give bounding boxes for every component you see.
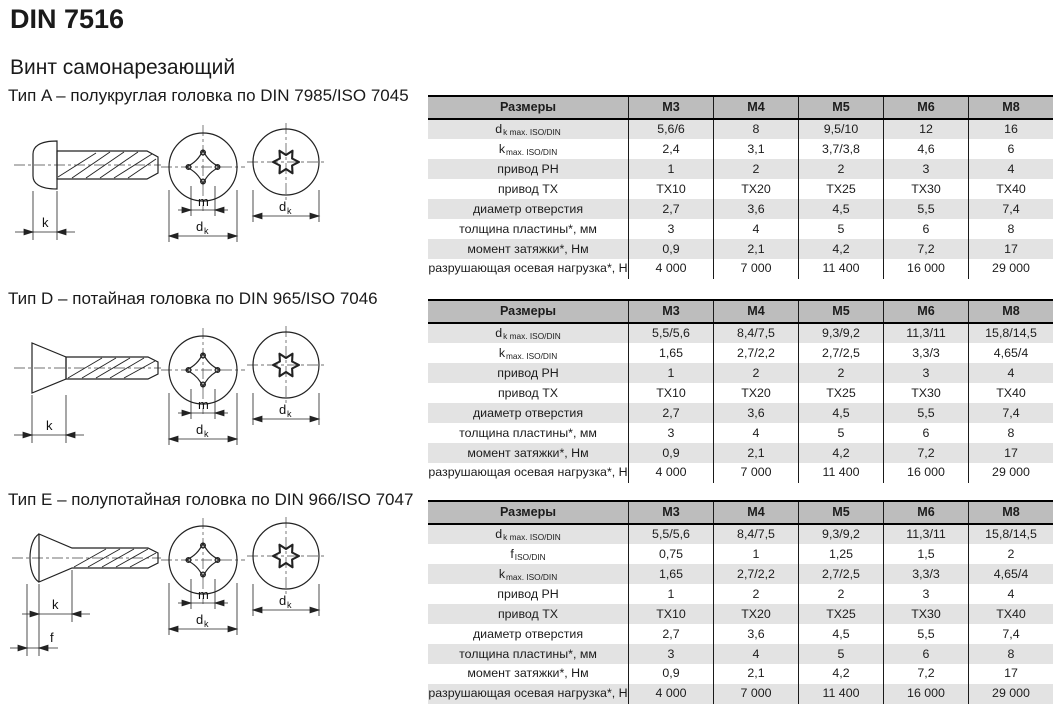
row-label-main: k	[498, 567, 506, 582]
dim-label-k: k	[52, 597, 59, 612]
row-label	[428, 443, 628, 463]
row-label-subscript: k max. ISO/DIN	[503, 331, 561, 342]
value-cell: 4	[713, 644, 798, 664]
value-cell: 1	[713, 544, 798, 564]
value-cell: 4	[713, 423, 798, 443]
value-cell: 4 000	[628, 259, 713, 279]
column-header: M4	[713, 502, 798, 523]
dim-label-k: k	[42, 215, 49, 230]
value-cell: TX40	[968, 383, 1053, 403]
column-header: M5	[798, 97, 883, 118]
value-cell: TX25	[798, 604, 883, 624]
value-cell: 8	[968, 423, 1053, 443]
row-label	[428, 120, 628, 140]
value-cell: 7,4	[968, 624, 1053, 644]
value-cell: 11 400	[798, 259, 883, 279]
dim-label-dk-sub: k	[204, 619, 209, 629]
value-cell: 1	[628, 363, 713, 383]
value-cell: 2,1	[713, 239, 798, 259]
value-cell: 0,9	[628, 664, 713, 684]
value-cell: 11,3/11	[883, 324, 968, 344]
section-heading-type-e: Тип E – полупотайная головка по DIN 966/ISO 7047	[8, 490, 414, 509]
value-cell: 4	[713, 219, 798, 239]
value-cell: 5,5	[883, 199, 968, 219]
dim-label-dk-sub: k	[287, 206, 292, 216]
column-header: M3	[628, 502, 713, 523]
table-row	[428, 363, 1053, 383]
row-label	[428, 604, 628, 624]
table-row	[428, 343, 1053, 363]
row-label-main: d	[495, 527, 503, 542]
corner-header: Размеры	[499, 303, 557, 318]
value-cell: 5,5/5,6	[628, 525, 713, 545]
value-cell: 15,8/14,5	[968, 324, 1053, 344]
value-cell: TX20	[713, 383, 798, 403]
value-cell: 4,5	[798, 403, 883, 423]
value-cell: 1,65	[628, 564, 713, 584]
value-cell: TX25	[798, 179, 883, 199]
value-cell: 2,7	[628, 199, 713, 219]
row-label-main: k	[498, 142, 506, 157]
value-cell: 3	[883, 363, 968, 383]
dim-label-dk-sub: k	[287, 600, 292, 610]
table-row	[428, 525, 1053, 545]
corner-header: Размеры	[499, 99, 557, 114]
dim-label-dk-sub: k	[204, 429, 209, 439]
value-cell: 4	[968, 159, 1053, 179]
column-header: M3	[628, 97, 713, 118]
column-header: M6	[883, 97, 968, 118]
value-cell: 29 000	[968, 259, 1053, 279]
dim-label-dk-main: d	[279, 199, 287, 214]
section-heading-type-a: Тип A – полукруглая головка по DIN 7985/ISO 7045	[8, 86, 409, 105]
value-cell: 5	[798, 423, 883, 443]
row-label	[428, 159, 628, 179]
column-header: M8	[968, 97, 1053, 118]
table-row	[428, 403, 1053, 423]
column-header: M5	[798, 502, 883, 523]
value-cell: 3,3/3	[883, 343, 968, 363]
value-cell: 2,7/2,5	[798, 343, 883, 363]
table-row	[428, 219, 1053, 239]
row-label	[428, 525, 628, 545]
row-label	[428, 199, 628, 219]
value-cell: 2,7/2,2	[713, 343, 798, 363]
dim-label-dk-main: d	[279, 593, 287, 608]
row-label	[428, 343, 628, 363]
table-row	[428, 664, 1053, 684]
value-cell: 2,7	[628, 624, 713, 644]
row-label-main: d	[495, 326, 503, 341]
table-row	[428, 139, 1053, 159]
value-cell: 11 400	[798, 463, 883, 483]
value-cell: 16 000	[883, 684, 968, 704]
row-label-subscript: max. ISO/DIN	[506, 351, 558, 362]
row-label	[428, 544, 628, 564]
row-label-main: момент затяжки*, Нм	[467, 445, 589, 460]
value-cell: TX10	[628, 179, 713, 199]
value-cell: 17	[968, 443, 1053, 463]
row-label	[428, 644, 628, 664]
value-cell: 2	[713, 584, 798, 604]
value-cell: 8	[968, 219, 1053, 239]
value-cell: 8,4/7,5	[713, 324, 798, 344]
value-cell: 4,5	[798, 624, 883, 644]
value-cell: 16 000	[883, 259, 968, 279]
row-label	[428, 219, 628, 239]
table-row	[428, 463, 1053, 483]
row-label-subscript: k max. ISO/DIN	[503, 532, 561, 543]
row-label	[428, 139, 628, 159]
value-cell: TX40	[968, 604, 1053, 624]
value-cell: TX40	[968, 179, 1053, 199]
spec-table-type-a	[428, 95, 1053, 279]
dimension-f	[10, 584, 58, 656]
row-label	[428, 259, 628, 279]
row-label-main: толщина пластины*, мм	[459, 646, 597, 661]
value-cell: 9,3/9,2	[798, 525, 883, 545]
table-row	[428, 684, 1053, 704]
value-cell: 9,5/10	[798, 120, 883, 140]
row-label	[428, 403, 628, 423]
column-header: M8	[968, 301, 1053, 322]
value-cell: 4,2	[798, 443, 883, 463]
dim-label-m: m	[198, 587, 209, 602]
screw-drawing-countersunk-head	[8, 313, 343, 468]
value-cell: 7,2	[883, 664, 968, 684]
table-row	[428, 383, 1053, 403]
value-cell: TX20	[713, 179, 798, 199]
value-cell: 7 000	[713, 259, 798, 279]
value-cell: 5	[798, 219, 883, 239]
value-cell: 3	[883, 584, 968, 604]
value-cell: 16	[968, 120, 1053, 140]
value-cell: 2	[798, 363, 883, 383]
row-label	[428, 383, 628, 403]
value-cell: 3	[628, 219, 713, 239]
row-label-subscript: max. ISO/DIN	[506, 147, 558, 158]
table-header-row	[428, 500, 1053, 525]
value-cell: 6	[968, 139, 1053, 159]
corner-header: Размеры	[499, 504, 557, 519]
row-label-main: диаметр отверстия	[472, 201, 584, 216]
value-cell: TX10	[628, 604, 713, 624]
row-label	[428, 584, 628, 604]
value-cell: 17	[968, 664, 1053, 684]
value-cell: TX30	[883, 179, 968, 199]
dim-label-m: m	[198, 397, 209, 412]
value-cell: 3	[628, 644, 713, 664]
value-cell: 2,7	[628, 403, 713, 423]
value-cell: 9,3/9,2	[798, 324, 883, 344]
table-row	[428, 644, 1053, 664]
row-label-main: разрушающая осевая нагрузка*, Н	[428, 261, 628, 276]
row-label-main: f	[510, 547, 514, 562]
value-cell: 4 000	[628, 684, 713, 704]
value-cell: 7,4	[968, 199, 1053, 219]
table-row	[428, 624, 1053, 644]
value-cell: 7 000	[713, 684, 798, 704]
row-label-main: момент затяжки*, Нм	[467, 666, 589, 681]
table-row	[428, 544, 1053, 564]
column-header: M6	[883, 502, 968, 523]
value-cell: 4,5	[798, 199, 883, 219]
row-label-main: момент затяжки*, Нм	[467, 241, 589, 256]
value-cell: 5	[798, 644, 883, 664]
row-label-subscript: max. ISO/DIN	[506, 572, 558, 583]
value-cell: 12	[883, 120, 968, 140]
value-cell: 2	[798, 584, 883, 604]
value-cell: 5,5/5,6	[628, 324, 713, 344]
dim-label-dk-main: d	[196, 422, 204, 437]
row-label	[428, 363, 628, 383]
column-header: M4	[713, 301, 798, 322]
spec-table-type-d	[428, 299, 1053, 483]
row-label-main: толщина пластины*, мм	[459, 425, 597, 440]
table-row	[428, 239, 1053, 259]
row-label-main: диаметр отверстия	[472, 626, 584, 641]
dim-label-dk-sub: k	[287, 409, 292, 419]
value-cell: 5,5	[883, 624, 968, 644]
value-cell: TX25	[798, 383, 883, 403]
row-label-subscript: ISO/DIN	[514, 552, 546, 563]
value-cell: 2,7/2,2	[713, 564, 798, 584]
column-header: M8	[968, 502, 1053, 523]
value-cell: TX30	[883, 604, 968, 624]
value-cell: 3,6	[713, 403, 798, 423]
value-cell: 11,3/11	[883, 525, 968, 545]
value-cell: 3	[628, 423, 713, 443]
value-cell: 7,2	[883, 239, 968, 259]
row-label-main: разрушающая осевая нагрузка*, Н	[428, 686, 628, 701]
table-row	[428, 120, 1053, 140]
table-row	[428, 584, 1053, 604]
value-cell: TX30	[883, 383, 968, 403]
table-row	[428, 259, 1053, 279]
value-cell: 4,6	[883, 139, 968, 159]
value-cell: 5,5	[883, 403, 968, 423]
table-header-row	[428, 299, 1053, 324]
row-label	[428, 684, 628, 704]
row-label-main: разрушающая осевая нагрузка*, Н	[428, 465, 628, 480]
value-cell: 0,9	[628, 443, 713, 463]
value-cell: 6	[883, 423, 968, 443]
value-cell: 2,7/2,5	[798, 564, 883, 584]
value-cell: 3,7/3,8	[798, 139, 883, 159]
table-row	[428, 443, 1053, 463]
table-row	[428, 179, 1053, 199]
value-cell: 3	[883, 159, 968, 179]
value-cell: 11 400	[798, 684, 883, 704]
value-cell: 3,6	[713, 199, 798, 219]
row-label-main: привод PH	[497, 162, 559, 177]
value-cell: 1,65	[628, 343, 713, 363]
column-header: M6	[883, 301, 968, 322]
value-cell: 1	[628, 584, 713, 604]
screw-drawing-pan-head	[8, 110, 343, 265]
row-label	[428, 624, 628, 644]
column-header: M5	[798, 301, 883, 322]
value-cell: TX10	[628, 383, 713, 403]
value-cell: 4	[968, 363, 1053, 383]
value-cell: 7,4	[968, 403, 1053, 423]
dim-label-dk-main: d	[279, 402, 287, 417]
row-label	[428, 664, 628, 684]
table-row	[428, 564, 1053, 584]
spec-table-type-e	[428, 500, 1053, 704]
screw-drawing-raised-countersunk-head	[8, 508, 343, 680]
table-header-row	[428, 95, 1053, 120]
dim-label-dk-main: d	[196, 612, 204, 627]
dim-label-dk-main: d	[196, 219, 204, 234]
value-cell: 3,1	[713, 139, 798, 159]
row-label	[428, 564, 628, 584]
row-label	[428, 179, 628, 199]
value-cell: 29 000	[968, 684, 1053, 704]
value-cell: 4	[968, 584, 1053, 604]
page-subtitle: Винт самонарезающий	[10, 56, 236, 79]
page-title: DIN 7516	[10, 4, 125, 34]
row-label-main: d	[495, 122, 503, 137]
row-label-main: привод TX	[497, 181, 559, 196]
value-cell: 4,2	[798, 664, 883, 684]
row-label	[428, 463, 628, 483]
row-label	[428, 423, 628, 443]
dim-label-m: m	[198, 194, 209, 209]
row-label	[428, 324, 628, 344]
value-cell: 5,6/6	[628, 120, 713, 140]
value-cell: 3,6	[713, 624, 798, 644]
dimension-k	[22, 570, 90, 656]
value-cell: 0,75	[628, 544, 713, 564]
value-cell: 4 000	[628, 463, 713, 483]
value-cell: 29 000	[968, 463, 1053, 483]
value-cell: 15,8/14,5	[968, 525, 1053, 545]
value-cell: 2,4	[628, 139, 713, 159]
value-cell: 0,9	[628, 239, 713, 259]
table-row	[428, 604, 1053, 624]
value-cell: 6	[883, 219, 968, 239]
row-label-main: привод PH	[497, 366, 559, 381]
dim-label-k: k	[46, 418, 53, 433]
value-cell: 1,25	[798, 544, 883, 564]
value-cell: 2	[798, 159, 883, 179]
column-header: M3	[628, 301, 713, 322]
value-cell: 8,4/7,5	[713, 525, 798, 545]
dim-label-f: f	[50, 630, 54, 645]
value-cell: 4,65/4	[968, 343, 1053, 363]
table-row	[428, 159, 1053, 179]
value-cell: 7 000	[713, 463, 798, 483]
row-label-main: толщина пластины*, мм	[459, 221, 597, 236]
row-label-main: привод TX	[497, 606, 559, 621]
value-cell: 1	[628, 159, 713, 179]
value-cell: 2,1	[713, 664, 798, 684]
row-label-main: привод TX	[497, 385, 559, 400]
value-cell: 8	[968, 644, 1053, 664]
value-cell: 4,65/4	[968, 564, 1053, 584]
value-cell: 7,2	[883, 443, 968, 463]
row-label-main: диаметр отверстия	[472, 405, 584, 420]
value-cell: 16 000	[883, 463, 968, 483]
row-label-main: привод PH	[497, 586, 559, 601]
row-label	[428, 239, 628, 259]
section-heading-type-d: Тип D – потайная головка по DIN 965/ISO 7046	[8, 289, 378, 308]
value-cell: 6	[883, 644, 968, 664]
value-cell: 1,5	[883, 544, 968, 564]
value-cell: 2	[713, 159, 798, 179]
row-label-main: k	[498, 346, 506, 361]
value-cell: 8	[713, 120, 798, 140]
dim-label-dk-sub: k	[204, 226, 209, 236]
value-cell: 3,3/3	[883, 564, 968, 584]
value-cell: 2	[968, 544, 1053, 564]
table-row	[428, 423, 1053, 443]
value-cell: 17	[968, 239, 1053, 259]
table-row	[428, 199, 1053, 219]
row-label-subscript: k max. ISO/DIN	[503, 127, 561, 138]
value-cell: TX20	[713, 604, 798, 624]
value-cell: 2,1	[713, 443, 798, 463]
table-row	[428, 324, 1053, 344]
value-cell: 4,2	[798, 239, 883, 259]
column-header: M4	[713, 97, 798, 118]
value-cell: 2	[713, 363, 798, 383]
